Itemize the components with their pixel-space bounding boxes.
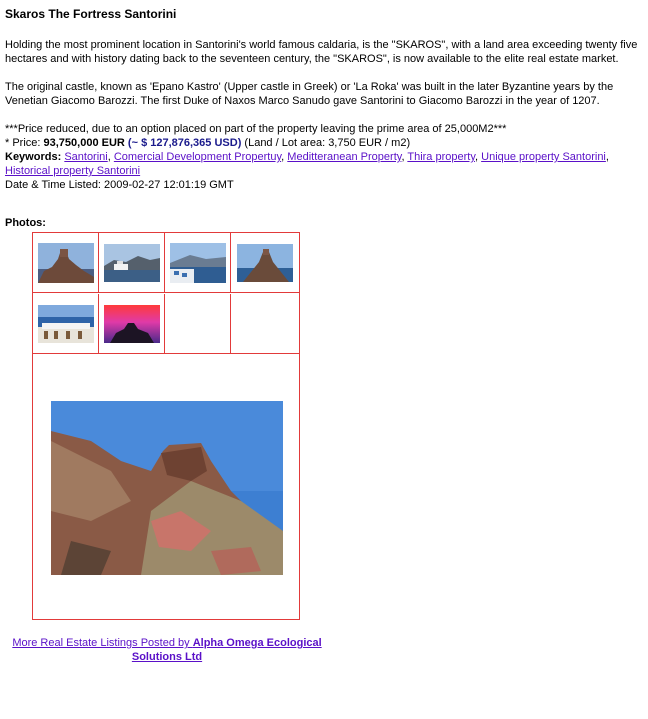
keywords-label: Keywords:: [5, 151, 62, 163]
thumbnail-cell: [33, 233, 99, 293]
thumbnail-cell: [99, 233, 165, 293]
price-eur: 93,750,000 EUR: [43, 137, 125, 149]
listing-content: [5, 7, 643, 192]
listing-title: Skaros The Fortress Santorini: [5, 7, 177, 21]
empty-thumbnail-cell: [165, 294, 231, 354]
sunset-silhouette-thumbnail[interactable]: [104, 305, 160, 343]
price-reduction-note: ***Price reduced, due to an option placed on part of the property leaving the prime area of 25,000M2***: [5, 123, 507, 135]
keyword-link-mediterranean-property[interactable]: Meditteranean Property: [287, 151, 402, 163]
date-listed: Date & Time Listed: 2009-02-27 12:01:19 GMT: [5, 179, 234, 191]
keyword-link-thira-property[interactable]: Thira property: [407, 151, 476, 163]
keyword-link-historical-property[interactable]: Historical property Santorini: [5, 165, 141, 177]
skaros-rock-thumbnail[interactable]: [237, 244, 293, 282]
main-photo-cell: [33, 355, 299, 619]
price-line: [5, 136, 643, 150]
white-village-thumbnail[interactable]: [170, 243, 226, 283]
description-paragraph-1: Holding the most prominent location in Santorini's world famous caldaria, is the "SKAROS", with a land area exceeding twenty five hectares and with history dating back to the seventeen century, the "SKAROS", is now available to the elite real estate market.: [5, 39, 638, 65]
keyword-link-santorini[interactable]: Santorini: [64, 151, 108, 163]
more-listings-link[interactable]: More Real Estate Listings Posted by: [12, 637, 193, 649]
rocky-fortress-thumbnail[interactable]: [38, 243, 94, 283]
main-fortress-photo: [51, 401, 283, 575]
photos-label: Photos:: [5, 217, 46, 229]
thumbnail-cell: [231, 233, 299, 293]
keyword-link-commercial-development[interactable]: Comercial Development Propertuy: [113, 151, 282, 163]
price-usd: (~ $ 127,876,365 USD): [127, 137, 242, 149]
description-paragraph-2: The original castle, known as 'Epano Kastro' (Upper castle in Greek) or 'La Roka' was built in the later Byzantine years by the Venetian Giacomo Barozzi. The first Duke of Naxos Marco Sanudo gave Santorini to Giacomo Barozzi in the year of 1207.: [5, 81, 614, 107]
thumbnail-cell: [165, 233, 231, 293]
price-land-area: (Land / Lot area: 3,750 EUR / m2): [241, 137, 411, 149]
organization-link[interactable]: Alpha Omega Ecological Solutions Ltd: [131, 637, 322, 663]
coastal-building-thumbnail[interactable]: [38, 305, 94, 343]
ship-at-sea-thumbnail[interactable]: [104, 244, 160, 282]
price-prefix: * Price:: [5, 137, 44, 149]
photo-gallery: [32, 232, 300, 620]
thumbnail-cell: [99, 294, 165, 354]
thumbnail-cell: [33, 294, 99, 354]
empty-thumbnail-cell: [231, 294, 299, 354]
keywords-line: Keywords: Santorini, Comercial Development Propertuy, Meditteranean Property, Thira property, Unique property Santorini, Historical property Santorini: [5, 151, 609, 177]
keyword-link-unique-property[interactable]: Unique property Santorini: [481, 151, 606, 163]
footer-links: [8, 636, 326, 664]
